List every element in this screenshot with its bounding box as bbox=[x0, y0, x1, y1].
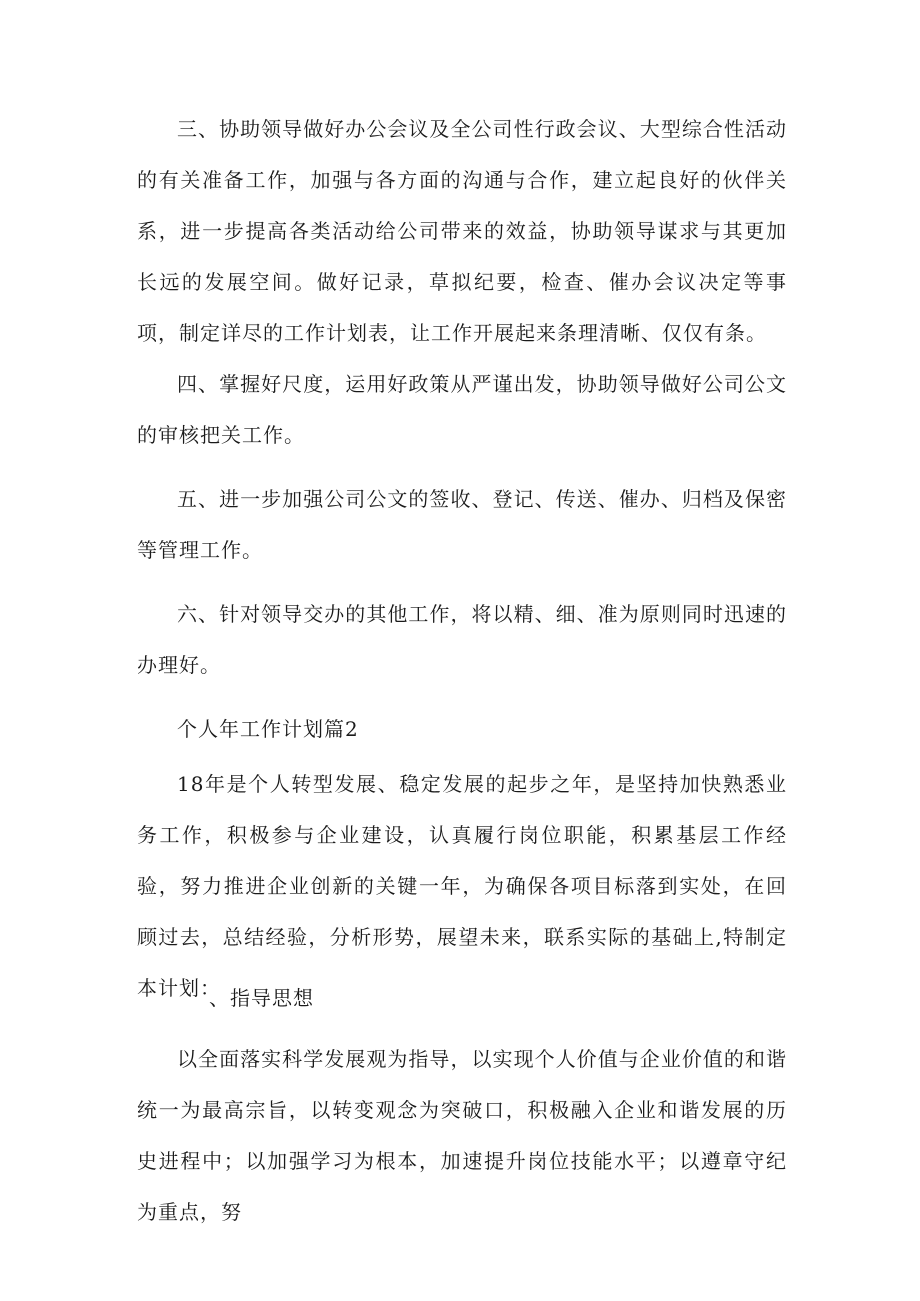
section-title: 个人年工作计划篇2 bbox=[177, 717, 359, 741]
paragraph-item-4: 四、掌握好尺度，运用好政策从严谨出发，协助领导做好公司公文的审核把关工作。 bbox=[137, 372, 787, 447]
intro-paragraph: 18年是个人转型发展、稳定发展的起步之年，是坚持加快熟悉业务工作，积极参与企业建设，认真履行岗位职能，积累基层工作经验，努力推进企业创新的关键一年，为确保各项目标落到实处，在回顾过去，总结经验，分析形势，展望未来，联系实际的基础上,特制定本计划： bbox=[137, 772, 787, 1000]
paragraph-item-6: 六、针对领导交办的其他工作，将以精、细、准为原则同时迅速的办理好。 bbox=[137, 602, 787, 677]
paragraph-item-3: 三、协助领导做好办公会议及全公司性行政会议、大型综合性活动的有关准备工作，加强与各方面的沟通与合作，建立起良好的伙伴关系，进一步提高各类活动给公司带来的效益，协助领导谋求与其更加长远的发展空间。做好记录，草拟纪要，检查、催办会议决定等事项，制定详尽的工作计划表，让工作开展起来条理清晰、仅仅有条。 bbox=[137, 117, 787, 345]
paragraph-item-5: 五、进一步加强公司公文的签收、登记、传送、催办、归档及保密等管理工作。 bbox=[137, 487, 787, 562]
subsection-title: 、指导思想 bbox=[209, 986, 314, 1010]
guiding-paragraph: 以全面落实科学发展观为指导，以实现个人价值与企业价值的和谐统一为最高宗旨，以转变观念为突破口，积极融入企业和谐发展的历史进程中；以加强学习为根本，加速提升岗位技能水平；以遵章守纪为重点，努 bbox=[137, 1047, 787, 1224]
